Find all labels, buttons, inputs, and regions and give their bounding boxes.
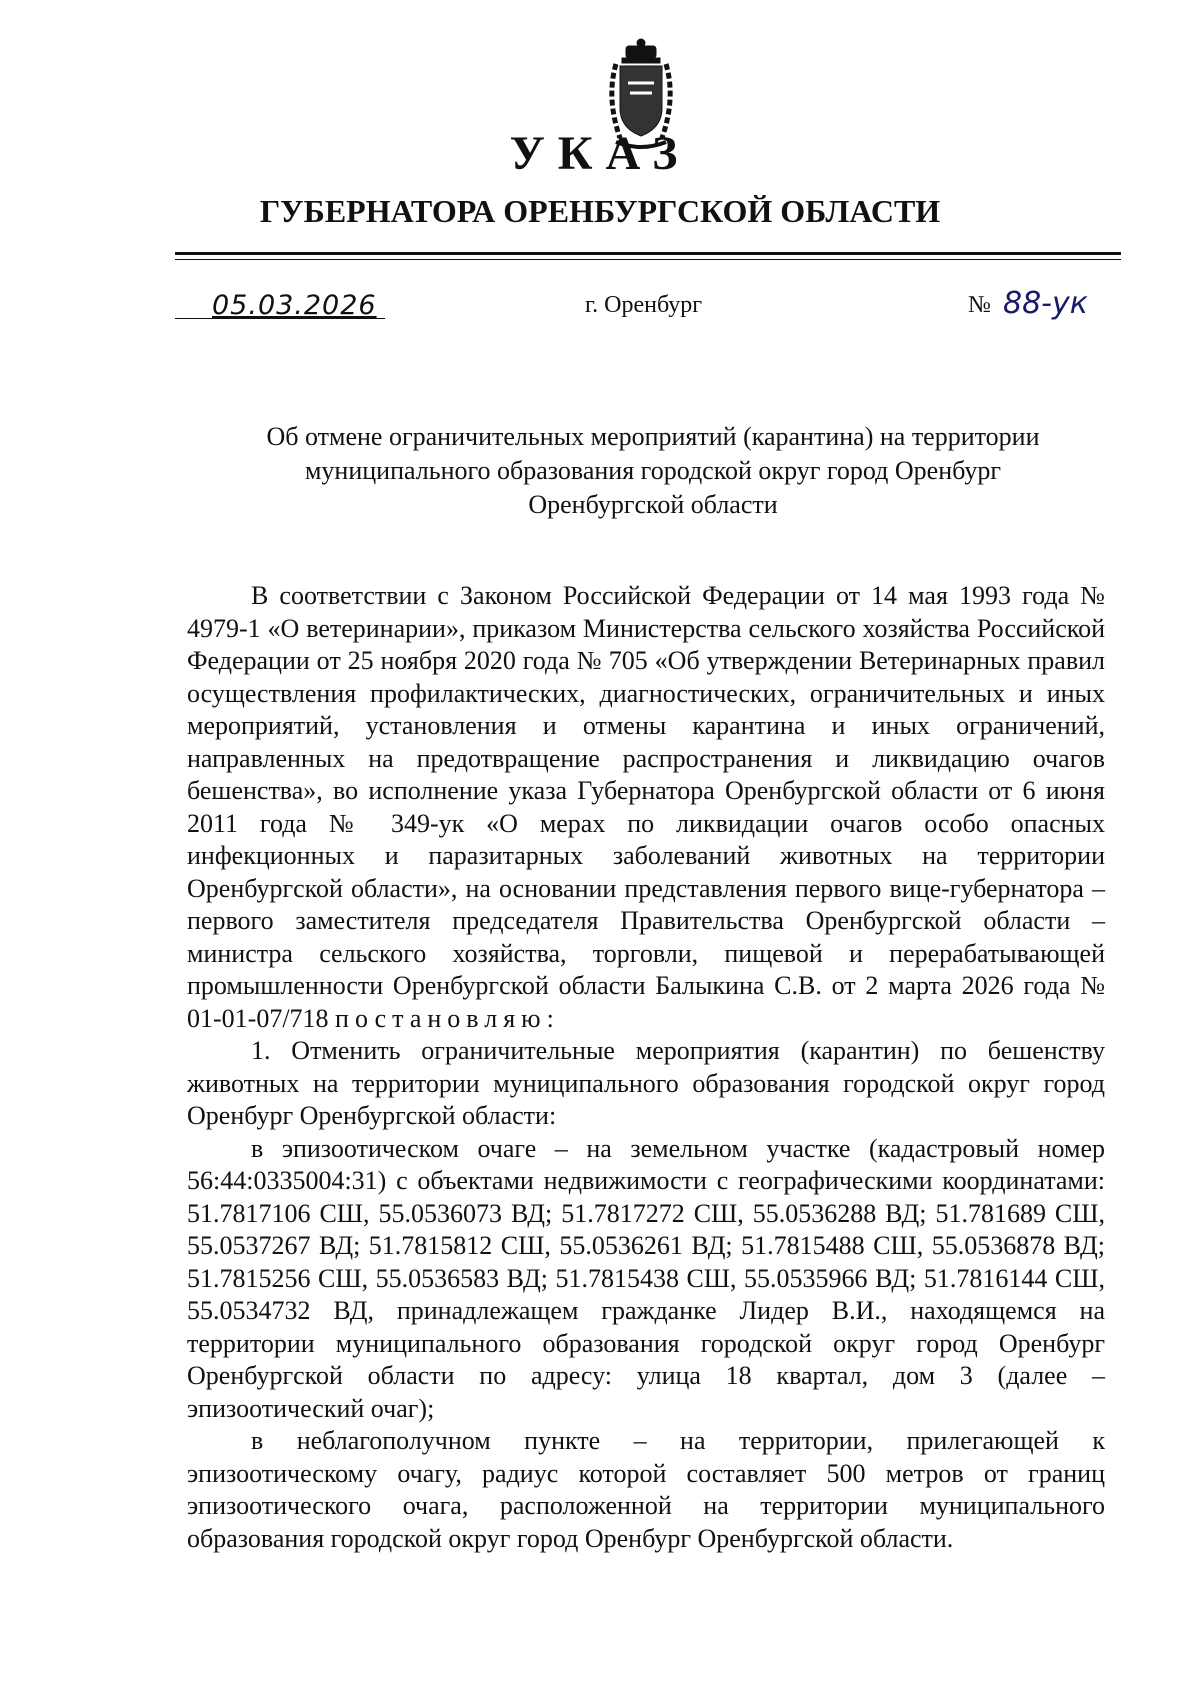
heading-line: Оренбургской области <box>528 490 778 519</box>
document-title: УКАЗ <box>509 127 691 180</box>
heading-line: Об отмене ограничительных мероприятий (карантина) на территории <box>266 422 1040 451</box>
header-rule-thick <box>175 252 1121 255</box>
document-city: г. Оренбург <box>585 292 703 318</box>
decree-word: постановляю: <box>335 1003 560 1033</box>
header-rule-thin <box>175 259 1121 260</box>
body-paragraph-focus: в эпизоотическом очаге – на земельном участке (кадастровый номер 56:44:0335004:31) с объектами недвижимости с географическими координатами: 51.7817106 СШ, 55.0536073 ВД; 51.7817272 СШ, 55.0536288 ВД; 51.781689 СШ, 55.0537267 ВД; 51.7815812 СШ, 55.0536261 ВД; 51.7815488 СШ, 55.0536878 ВД; 51.7815256 СШ, 55.0536583 ВД; 51.7815438 СШ, 55.0535966 ВД; 51.7816144 СШ, 55.0534732 ВД, принадлежащем гражданке Лидер В.И., находящемся на территории муниципального образования городской округ город Оренбург Оренбургской области по адресу: улица 18 квартал, дом 3 (далее – эпизоотический очаг); <box>187 1133 1105 1423</box>
document-body <box>187 580 1105 1555</box>
body-paragraph-area: в неблагополучном пункте – на территории, прилегающей к эпизоотическому очагу, радиус которой составляет 500 метров от границ эпизоотического очага, расположенной на территории муниципального образования городской округ город Оренбург Оренбургской области. <box>187 1426 1105 1553</box>
document-heading <box>200 420 1106 522</box>
body-paragraph-item-1: 1. Отменить ограничительные мероприятия (карантин) по бешенству животных на территории муниципального образования городской округ город Оренбург Оренбургской области: <box>187 1036 1105 1130</box>
heading-line: муниципального образования городской округ город Оренбург <box>304 456 1002 485</box>
preamble-text: В соответствии с Законом Российской Федерации от 14 мая 1993 года № 4979-1 «О ветеринарии», приказом Министерства сельского хозяйства Российской Федерации от 25 ноября 2020 года № 705 «Об утверждении Ветеринарных правил осуществления профилактических, диагностических, ограничительных и иных мероприятий, установления и отмены карантина и иных ограничений, направленных на предотвращение распространения и ликвидацию очагов бешенства», во исполнение указа Губернатора Оренбургской области от 6 июня 2011 года № 349-ук «О мерах по ликвидации очагов особо опасных инфекционных и паразитарных заболеваний животных на территории Оренбургской области», на основании представления первого вице-губернатора – первого заместителя председателя Правительства Оренбургской области – министра сельского хозяйства, торговли, пищевой и перерабатывающей промышленности Оренбургской области Балыкина С.В. от 2 марта 2026 года № 01-01-07/718 <box>187 581 1105 1033</box>
number-label: № <box>968 292 991 318</box>
document-number: 88-ук <box>1003 286 1088 321</box>
document-date: 05.03.2026 <box>212 290 377 321</box>
body-paragraph-preamble <box>187 580 1105 1035</box>
document-subtitle: ГУБЕРНАТОРА ОРЕНБУРГСКОЙ ОБЛАСТИ <box>259 193 941 229</box>
